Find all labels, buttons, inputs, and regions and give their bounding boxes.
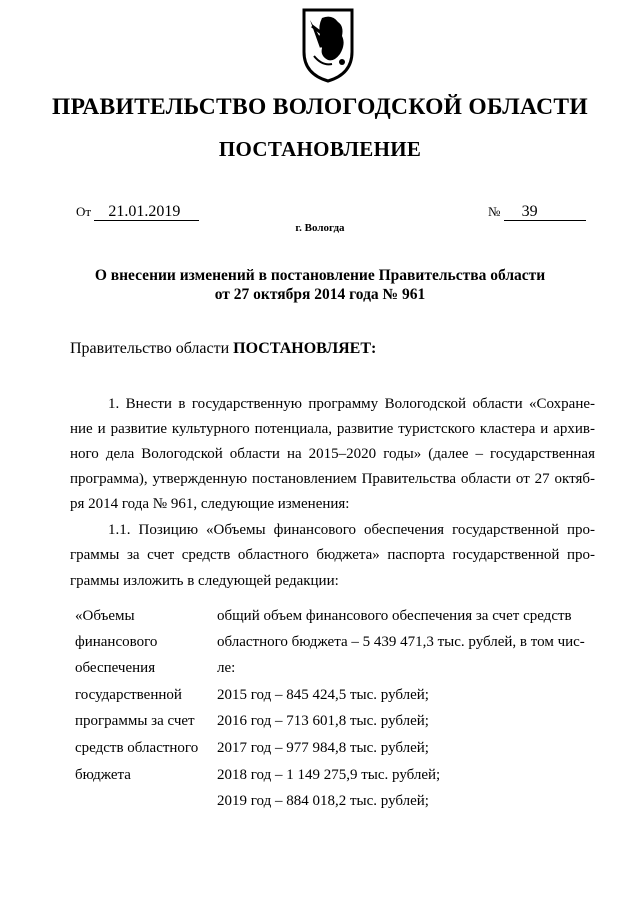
- table-label-line: государственной: [75, 687, 182, 703]
- item1-line: ного дела Вологодской области на 2015–2020 годы» (далее – государственная: [70, 446, 595, 462]
- date-value: 21.01.2019: [94, 204, 199, 221]
- subject-line: О внесении изменений в постановление Правительства области: [94, 267, 546, 284]
- document-type-title: ПОСТАНОВЛЕНИЕ: [218, 137, 422, 161]
- item1-line: ние и развитие культурного потенциала, развитие туристского кластера и архив-: [70, 421, 595, 437]
- number-prefix: №: [488, 204, 501, 219]
- item1-line: программа), утвержденную постановлением Правительства области от 27 октяб-: [70, 471, 595, 487]
- table-value-line: 2016 год – 713 601,8 тыс. рублей;: [217, 713, 429, 729]
- table-label-line: «Объемы: [75, 608, 135, 624]
- table-value-line: 2017 год – 977 984,8 тыс. рублей;: [217, 740, 429, 756]
- table-value-line: ле:: [217, 660, 236, 676]
- table-label-line: бюджета: [75, 767, 131, 783]
- subject-line: от 27 октября 2014 года № 961: [214, 286, 426, 303]
- item11-line: граммы изложить в следующей редакции:: [70, 573, 339, 589]
- number-value: 39: [504, 204, 586, 221]
- date-prefix: От: [76, 204, 92, 219]
- coat-of-arms-emblem: [298, 4, 358, 84]
- table-label-line: финансового: [75, 634, 158, 650]
- city-name: г. Вологда: [295, 222, 345, 234]
- item11-line: 1.1. Позицию «Объемы финансового обеспечения государственной про-: [108, 522, 595, 538]
- document-number: [488, 204, 586, 221]
- table-value-line: 2018 год – 1 149 275,9 тыс. рублей;: [217, 767, 441, 783]
- resolution-verb: ПОСТАНОВЛЯЕТ:: [233, 340, 377, 357]
- table-value-line: 2015 год – 845 424,5 тыс. рублей;: [217, 687, 429, 703]
- item11-line: граммы за счет средств областного бюджета» паспорта государственной про-: [70, 547, 595, 563]
- table-label-line: обеспечения: [75, 660, 156, 676]
- table-value-line: 2019 год – 884 018,2 тыс. рублей;: [217, 793, 429, 809]
- item1-line: ря 2014 года № 961, следующие изменения:: [70, 496, 350, 512]
- resolution-prefix: Правительство области: [70, 340, 230, 357]
- table-value-line: общий объем финансового обеспечения за счет средств: [217, 608, 572, 624]
- table-label-line: средств областного: [75, 740, 199, 756]
- item1-line: 1. Внести в государственную программу Вологодской области «Сохране-: [108, 396, 595, 412]
- document-date: [76, 204, 199, 221]
- table-value-line: областного бюджета – 5 439 471,3 тыс. рублей, в том чис-: [217, 634, 585, 650]
- resolution-statement: [70, 340, 376, 358]
- government-title: ПРАВИТЕЛЬСТВО ВОЛОГОДСКОЙ ОБЛАСТИ: [52, 94, 588, 120]
- document-subject: [0, 266, 640, 304]
- table-label-line: программы за счет: [75, 713, 195, 729]
